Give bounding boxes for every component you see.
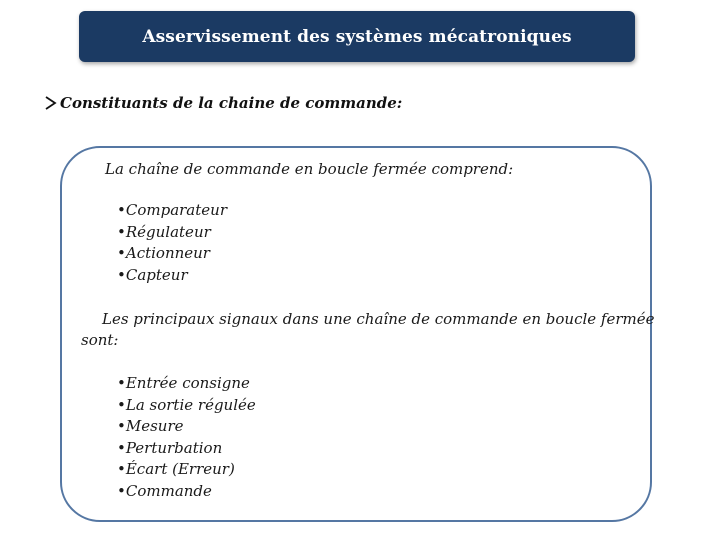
list-item: •Mesure	[117, 417, 184, 435]
list-item: •Entrée consigne	[117, 374, 250, 392]
list-item: •Écart (Erreur)	[117, 460, 235, 478]
signals-intro-line2: sont:	[81, 331, 119, 349]
list-item: •La sortie régulée	[117, 395, 256, 414]
components-list	[117, 200, 227, 286]
signals-list	[117, 373, 256, 502]
list-item: •Actionneur	[117, 244, 210, 262]
section-heading	[44, 94, 402, 112]
right-arrowhead-icon	[44, 96, 58, 110]
list-item: •Régulateur	[117, 222, 211, 241]
list-item: •Perturbation	[117, 438, 223, 457]
signals-intro-line1: Les principaux signaux dans une chaîne de commande en boucle fermée	[102, 310, 655, 328]
section-heading-text: Constituants de la chaine de commande:	[60, 94, 403, 112]
components-intro: La chaîne de commande en boucle fermée comprend:	[105, 160, 514, 178]
list-item: •Capteur	[117, 265, 188, 284]
title-banner	[79, 11, 635, 62]
list-item: •Comparateur	[117, 201, 227, 219]
list-item: •Commande	[117, 481, 212, 500]
slide-title: Asservissement des systèmes mécatroniques	[142, 26, 572, 47]
